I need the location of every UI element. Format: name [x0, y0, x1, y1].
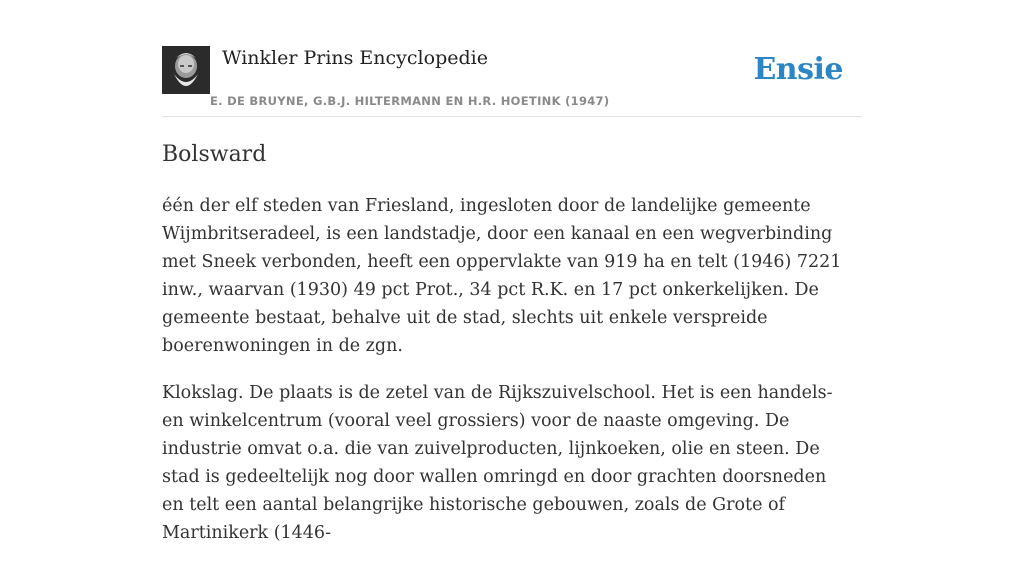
authors-line: E. DE BRUYNE, G.B.J. HILTERMANN EN H.R. HOETINK (1947) — [210, 94, 610, 108]
article-paragraph: Klokslag. De plaats is de zetel van de Rijkszuivelschool. Het is een handels- en winkelcentrum (vooral veel grossiers) voor de naaste omgeving. De industrie omvat o.a. die van zuivelproducten, lijnkoeken, olie en steen. De stad is gedeeltelijk nog door wallen omringd en door grachten doorsneden en telt een aantal belangrijke historische gebouwen, zoals de Grote of Martinikerk (1446- — [162, 383, 833, 543]
article-title: Bolsward — [162, 142, 267, 167]
header — [162, 46, 862, 117]
brand-logo[interactable]: Ensie — [753, 52, 843, 87]
article-body — [162, 192, 852, 566]
article-paragraph: één der elf steden van Friesland, ingesloten door de landelijke gemeente Wijmbritseradeel, is een landstadje, door een kanaal en een wegverbinding met Sneek verbonden, heeft een oppervlakte van 919 ha en telt (1946) 7221 inw., waarvan (1930) 49 pct Prot., 34 pct R.K. en 17 pct onkerkelijken. De gemeente bestaat, behalve uit de stad, slechts uit enkele verspreide boerenwoningen in de zgn. — [162, 196, 842, 356]
site-name[interactable]: Winkler Prins Encyclopedie — [222, 47, 488, 69]
author-avatar[interactable] — [162, 46, 210, 94]
